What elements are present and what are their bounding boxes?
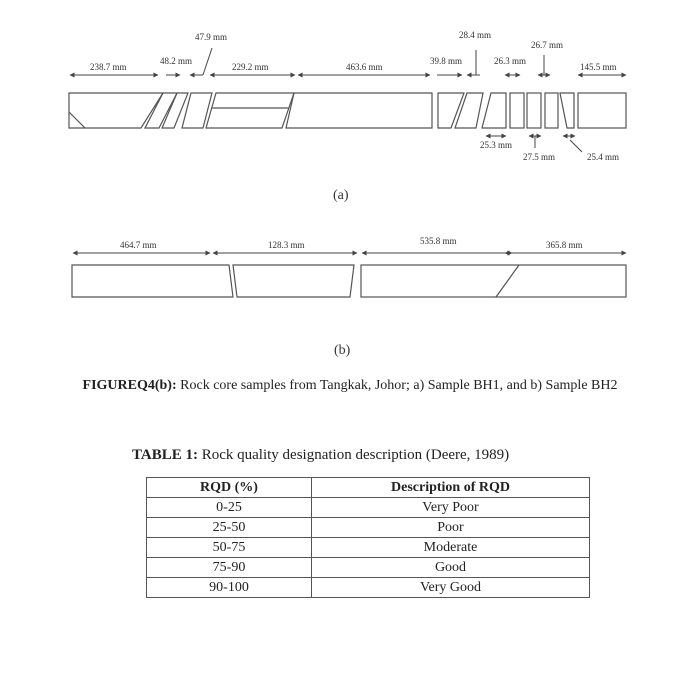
table-row [147,498,590,518]
sample-b-core [72,265,626,297]
rqd-description: Moderate [312,538,590,558]
rqd-description: Very Poor [312,498,590,518]
dim-label-a6: 39.8 mm [430,56,463,66]
table-title-text: Rock quality designation description (Deere, 1989) [197,447,510,463]
header-rqd: RQD (%) [147,478,312,498]
table-title-bold: TABLE 1: [132,447,198,463]
dim-label-a4: 229.2 mm [232,62,269,72]
rqd-range: 90-100 [147,578,312,598]
dim-label-b1: 464.7 mm [120,240,157,250]
dim-label-b2: 128.3 mm [268,240,305,250]
dim-label-a3: 47.9 mm [195,32,228,42]
rqd-description: Good [312,558,590,578]
table-row [147,578,590,598]
dim-label-a7: 28.4 mm [459,30,492,40]
dim-label-a2: 48.2 mm [160,56,193,66]
dim-label-a11: 25.3 mm [480,140,513,150]
dim-label-a5: 463.6 mm [346,62,383,72]
core-piece-a2 [145,93,177,128]
rqd-table [146,477,590,598]
core-piece-a13 [560,93,574,128]
core-piece-a11 [527,93,541,128]
figure-caption [0,378,700,394]
core-piece-a10 [510,93,524,128]
core-piece-a1 [69,93,163,128]
dim-label-a9: 26.7 mm [531,40,564,50]
core-piece-a5 [206,93,294,128]
rqd-description: Very Good [312,578,590,598]
table-row [147,538,590,558]
panel-label-b: (b) [334,343,351,358]
core-piece-b1 [72,265,233,297]
core-piece-a6 [286,93,432,128]
core-piece-a14 [578,93,626,128]
dim-label-a10: 145.5 mm [580,62,617,72]
table-title [132,447,509,464]
rqd-range: 25-50 [147,518,312,538]
core-piece-b2 [233,265,354,297]
dim-label-b3: 535.8 mm [420,236,457,246]
table-row [147,518,590,538]
rqd-description: Poor [312,518,590,538]
table-header-row [147,478,590,498]
rqd-range: 75-90 [147,558,312,578]
figure-caption-text: Rock core samples from Tangkak, Johor; a) Sample BH1, and b) Sample BH2 [176,378,618,393]
panel-label-a: (a) [333,188,349,203]
core-piece-a3 [162,93,188,128]
dim-label-b4: 365.8 mm [546,240,583,250]
dim-label-a13: 25.4 mm [587,152,620,162]
core-piece-a1-fracture [69,112,85,128]
dim-label-a12: 27.5 mm [523,152,556,162]
core-piece-b3 [361,265,626,297]
core-piece-a8 [455,93,483,128]
table-row [147,558,590,578]
header-description: Description of RQD [312,478,590,498]
sample-a-core [69,93,626,128]
dim-label-a8: 26.3 mm [494,56,527,66]
core-piece-a9 [482,93,506,128]
dim-label-a1: 238.7 mm [90,62,127,72]
core-piece-a7 [438,93,464,128]
rqd-range: 50-75 [147,538,312,558]
rqd-range: 0-25 [147,498,312,518]
core-piece-b3-fracture [496,265,519,297]
figure-caption-bold: FIGUREQ4(b): [82,378,177,393]
core-piece-a12 [545,93,558,128]
